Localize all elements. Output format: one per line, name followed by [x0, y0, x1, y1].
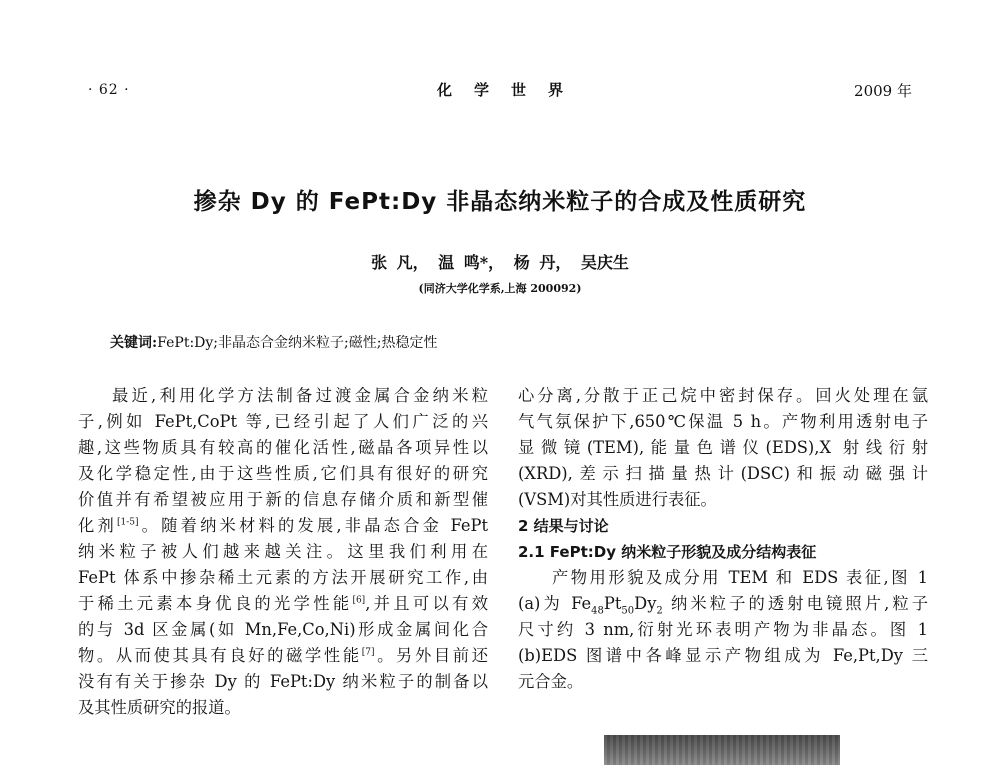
body-text: 。另外目前还 [374, 646, 488, 665]
body-line: 及化学稳定性,由于这些性质,它们具有很好的研究 [78, 464, 488, 483]
body-text: ,并且可以有效 [365, 594, 488, 613]
tem-figure-image [604, 735, 840, 765]
publication-year: 2009 年 [854, 82, 912, 100]
body-text: 。随着纳米材料的发展,非晶态合金 FePt [138, 516, 488, 535]
body-line: FePt 体系中掺杂稀土元素的方法开展研究工作,由 [78, 568, 488, 587]
body-line: (XRD),差示扫描量热计(DSC)和振动磁强计 [518, 464, 928, 483]
body-text: 于稀土元素本身优良的光学性能 [78, 594, 353, 613]
keywords-label: 关键词: [110, 335, 158, 351]
body-line: 最近,利用化学方法制备过渡金属合金纳米粒 [112, 386, 488, 405]
author-affiliation: (同济大学化学系,上海 200092) [418, 282, 582, 295]
formula-element: Dy [634, 594, 657, 613]
article-title: 掺杂 Dy 的 FePt:Dy 非晶态纳米粒子的合成及性质研究 [193, 189, 807, 215]
body-line: 子,例如 FePt,CoPt 等,已经引起了人们广泛的兴 [78, 412, 488, 431]
formula-element: Pt [603, 594, 622, 613]
body-text: (a)为 Fe [518, 594, 592, 613]
left-column [78, 383, 488, 721]
body-line: (b)EDS 图谱中各峰显示产物组成为 Fe,Pt,Dy 三 [518, 646, 928, 665]
body-text: 化剂 [78, 516, 117, 535]
body-line: 趣,这些物质具有较高的催化活性,磁晶各项异性以 [78, 438, 488, 457]
page-number: · 62 · [88, 82, 130, 98]
body-line [78, 643, 488, 669]
author-list: 张 凡， 温 鸣*， 杨 丹， 吴庆生 [371, 253, 629, 272]
body-line: 产物用形貌及成分用 TEM 和 EDS 表征,图 1 [552, 568, 928, 587]
body-line: 的与 3d 区金属(如 Mn,Fe,Co,Ni)形成金属间化合 [78, 620, 488, 639]
keywords-text: FePt:Dy;非晶态合金纳米粒子;磁性;热稳定性 [157, 335, 438, 351]
body-line: 显微镜(TEM),能量色谱仪(EDS),X 射线衍射 [518, 438, 928, 457]
body-text: 物。从而使其具有良好的磁学性能 [78, 646, 362, 665]
subsection-heading: 2.1 FePt:Dy 纳米粒子形貌及成分结构表征 [518, 543, 817, 561]
body-line: 尺寸约 3 nm,衍射光环表明产物为非晶态。图 1 [518, 620, 928, 639]
body-line: 没有有关于掺杂 Dy 的 FePt:Dy 纳米粒子的制备以 [78, 672, 488, 691]
body-line [78, 591, 488, 617]
formula-subscript: 2 [656, 605, 663, 617]
keywords [110, 332, 437, 352]
section-heading: 2 结果与讨论 [518, 517, 609, 535]
formula-subscript: 50 [621, 605, 635, 617]
citation-ref: [7] [361, 647, 375, 658]
body-text: 纳米粒子的透射电镜照片,粒子 [662, 594, 928, 613]
body-line: 气气氛保护下,650℃保温 5 h。产物利用透射电子 [518, 412, 928, 431]
citation-ref: [1-5] [116, 517, 139, 528]
body-line: 及其性质研究的报道。 [78, 698, 241, 717]
body-line: 心分离,分散于正己烷中密封保存。回火处理在氩 [518, 386, 928, 405]
body-line: 元合金。 [518, 672, 584, 691]
body-line: 纳米粒子被人们越来越关注。这里我们利用在 [78, 542, 488, 561]
body-line: 价值并有希望被应用于新的信息存储介质和新型催 [78, 490, 488, 509]
journal-name: 化学世界 [436, 81, 585, 99]
right-column [518, 383, 928, 695]
body-line [78, 513, 488, 539]
body-line [518, 591, 928, 617]
formula-subscript: 48 [591, 605, 604, 617]
citation-ref: [6] [352, 595, 366, 606]
body-line: (VSM)对其性质进行表征。 [518, 490, 717, 509]
